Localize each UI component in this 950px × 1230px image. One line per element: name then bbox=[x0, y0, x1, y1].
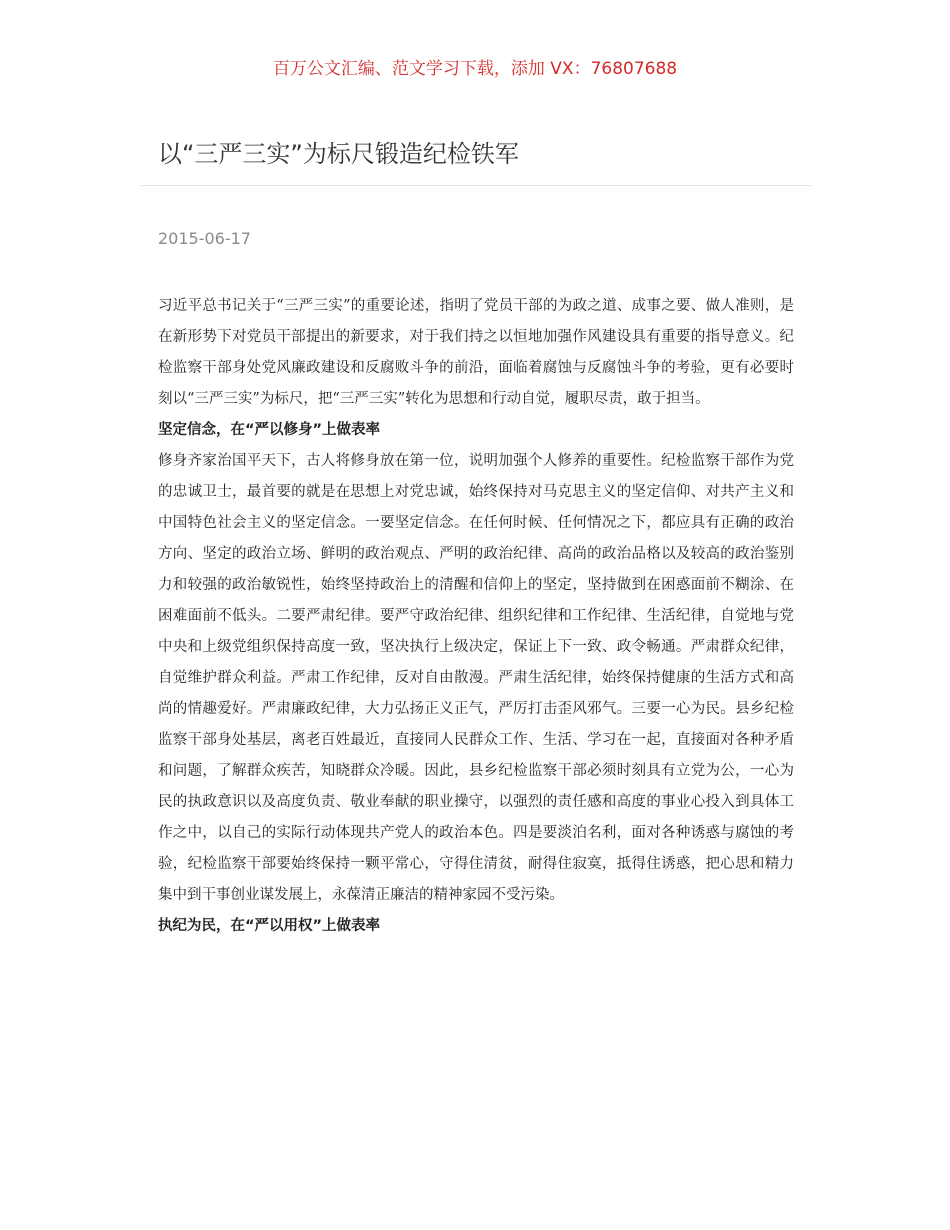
title-divider bbox=[140, 185, 812, 186]
body-paragraph: 修身齐家治国平天下，古人将修身放在第一位，说明加强个人修养的重要性。纪检监察干部作为党的忠诚卫士，最首要的就是在思想上对党忠诚，始终保持对马克思主义的坚定信仰、对共产主义和中国特色社会主义的坚定信念。一要坚定信念。在任何时候、任何情况之下，都应具有正确的政治方向、坚定的政治立场、鲜明的政治观点、严明的政治纪律、高尚的政治品格以及较高的政治鉴别力和较强的政治敏锐性，始终坚持政治上的清醒和信仰上的坚定，坚持做到在困惑面前不糊涂、在困难面前不低头。二要严肃纪律。要严守政治纪律、组织纪律和工作纪律、生活纪律，自觉地与党中央和上级党组织保持高度一致，坚决执行上级决定，保证上下一致、政令畅通。严肃群众纪律，自觉维护群众利益。严肃工作纪律，反对自由散漫。严肃生活纪律，始终保持健康的生活方式和高尚的情趣爱好。严肃廉政纪律，大力弘扬正义正气，严厉打击歪风邪气。三要一心为民。县乡纪检监察干部身处基层，离老百姓最近，直接同人民群众工作、生活、学习在一起，直接面对各种矛盾和问题，了解群众疾苦，知晓群众冷暖。因此，县乡纪检监察干部必须时刻具有立党为公，一心为民的执政意识以及高度负责、敬业奉献的职业操守，以强烈的责任感和高度的事业心投入到具体工作之中，以自己的实际行动体现共产党人的政治本色。四是要淡泊名利，面对各种诱惑与腐蚀的考验，纪检监察干部要始终保持一颗平常心，守得住清贫，耐得住寂寞，抵得住诱惑，把心思和精力集中到干事创业谋发展上，永葆清正廉洁的精神家园不受污染。 bbox=[158, 453, 794, 903]
article-title: 以“三严三实”为标尺锻造纪检铁军 bbox=[158, 140, 519, 168]
section-heading: 执纪为民，在“严以用权”上做表率 bbox=[158, 918, 381, 934]
article-header bbox=[158, 136, 794, 172]
article-body bbox=[158, 291, 794, 942]
promo-banner: 百万公文汇编、范文学习下载，添加 VX：76807688 bbox=[272, 59, 678, 79]
intro-paragraph: 习近平总书记关于“三严三实”的重要论述，指明了党员干部的为政之道、成事之要、做人准则，是在新形势下对党员干部提出的新要求，对于我们持之以恒地加强作风建设具有重要的指导意义。纪检监察干部身处党风廉政建设和反腐败斗争的前沿，面临着腐蚀与反腐蚀斗争的考验，更有必要时刻以“三严三实”为标尺，把“三严三实”转化为思想和行动自觉，履职尽责，敢于担当。 bbox=[158, 298, 794, 407]
publish-date: 2015-06-17 bbox=[158, 229, 251, 248]
section-heading: 坚定信念，在“严以修身”上做表率 bbox=[158, 422, 381, 438]
